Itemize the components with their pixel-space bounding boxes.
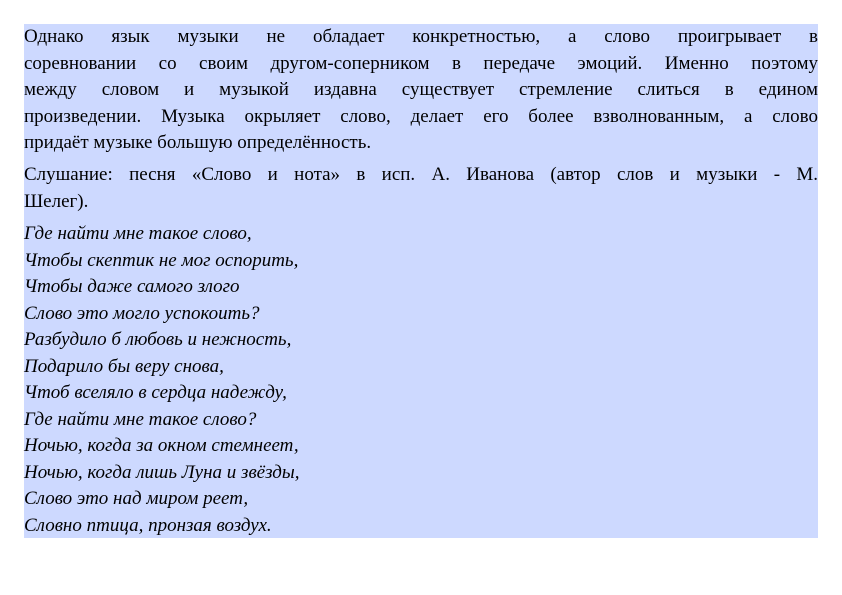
- poem-line: Подарило бы веру снова,: [24, 355, 224, 377]
- poem-line: Чтоб вселяло в сердца надежду,: [24, 382, 287, 403]
- poem-line: Чтобы даже самого злого: [24, 276, 240, 297]
- listening-paragraph-line: Шелег).: [24, 190, 89, 212]
- highlighted-text-block: [24, 24, 818, 538]
- poem-line: Слово это могло успокоить?: [24, 302, 260, 324]
- poem-line: Слово это над миром реет,: [24, 488, 249, 509]
- listening-paragraph: [24, 162, 818, 215]
- poem-line: Где найти мне такое слово?: [24, 408, 257, 430]
- poem-line: Чтобы скептик не мог оспорить,: [24, 249, 299, 271]
- poem-line: Ночью, когда лишь Луна и звёзды,: [24, 461, 300, 483]
- poem-line: Словно птица, пронзая воздух.: [24, 514, 272, 536]
- poem-lyrics: [24, 221, 818, 539]
- intro-paragraph-line: Однако язык музыки не обладает конкретностью, а слово проигрывает в: [24, 26, 818, 47]
- intro-paragraph-line: произведении. Музыка окрыляет слово, делает его более взволнованным, а слово: [24, 105, 818, 127]
- poem-line: Ночью, когда за окном стемнеет,: [24, 435, 299, 456]
- intro-paragraph-line: соревновании со своим другом-соперником в передаче эмоций. Именно поэтому: [24, 52, 818, 74]
- intro-paragraph-line: между словом и музыкой издавна существует стремление слиться в едином: [24, 79, 818, 100]
- poem-line: Где найти мне такое слово,: [24, 223, 252, 244]
- poem-line: Разбудило б любовь и нежность,: [24, 329, 292, 350]
- intro-paragraph: [24, 24, 818, 157]
- listening-paragraph-line: Слушание: песня «Слово и нота» в исп. А. Иванова (автор слов и музыки - М.: [24, 164, 818, 185]
- intro-paragraph-line: придаёт музыке большую определённость.: [24, 132, 372, 153]
